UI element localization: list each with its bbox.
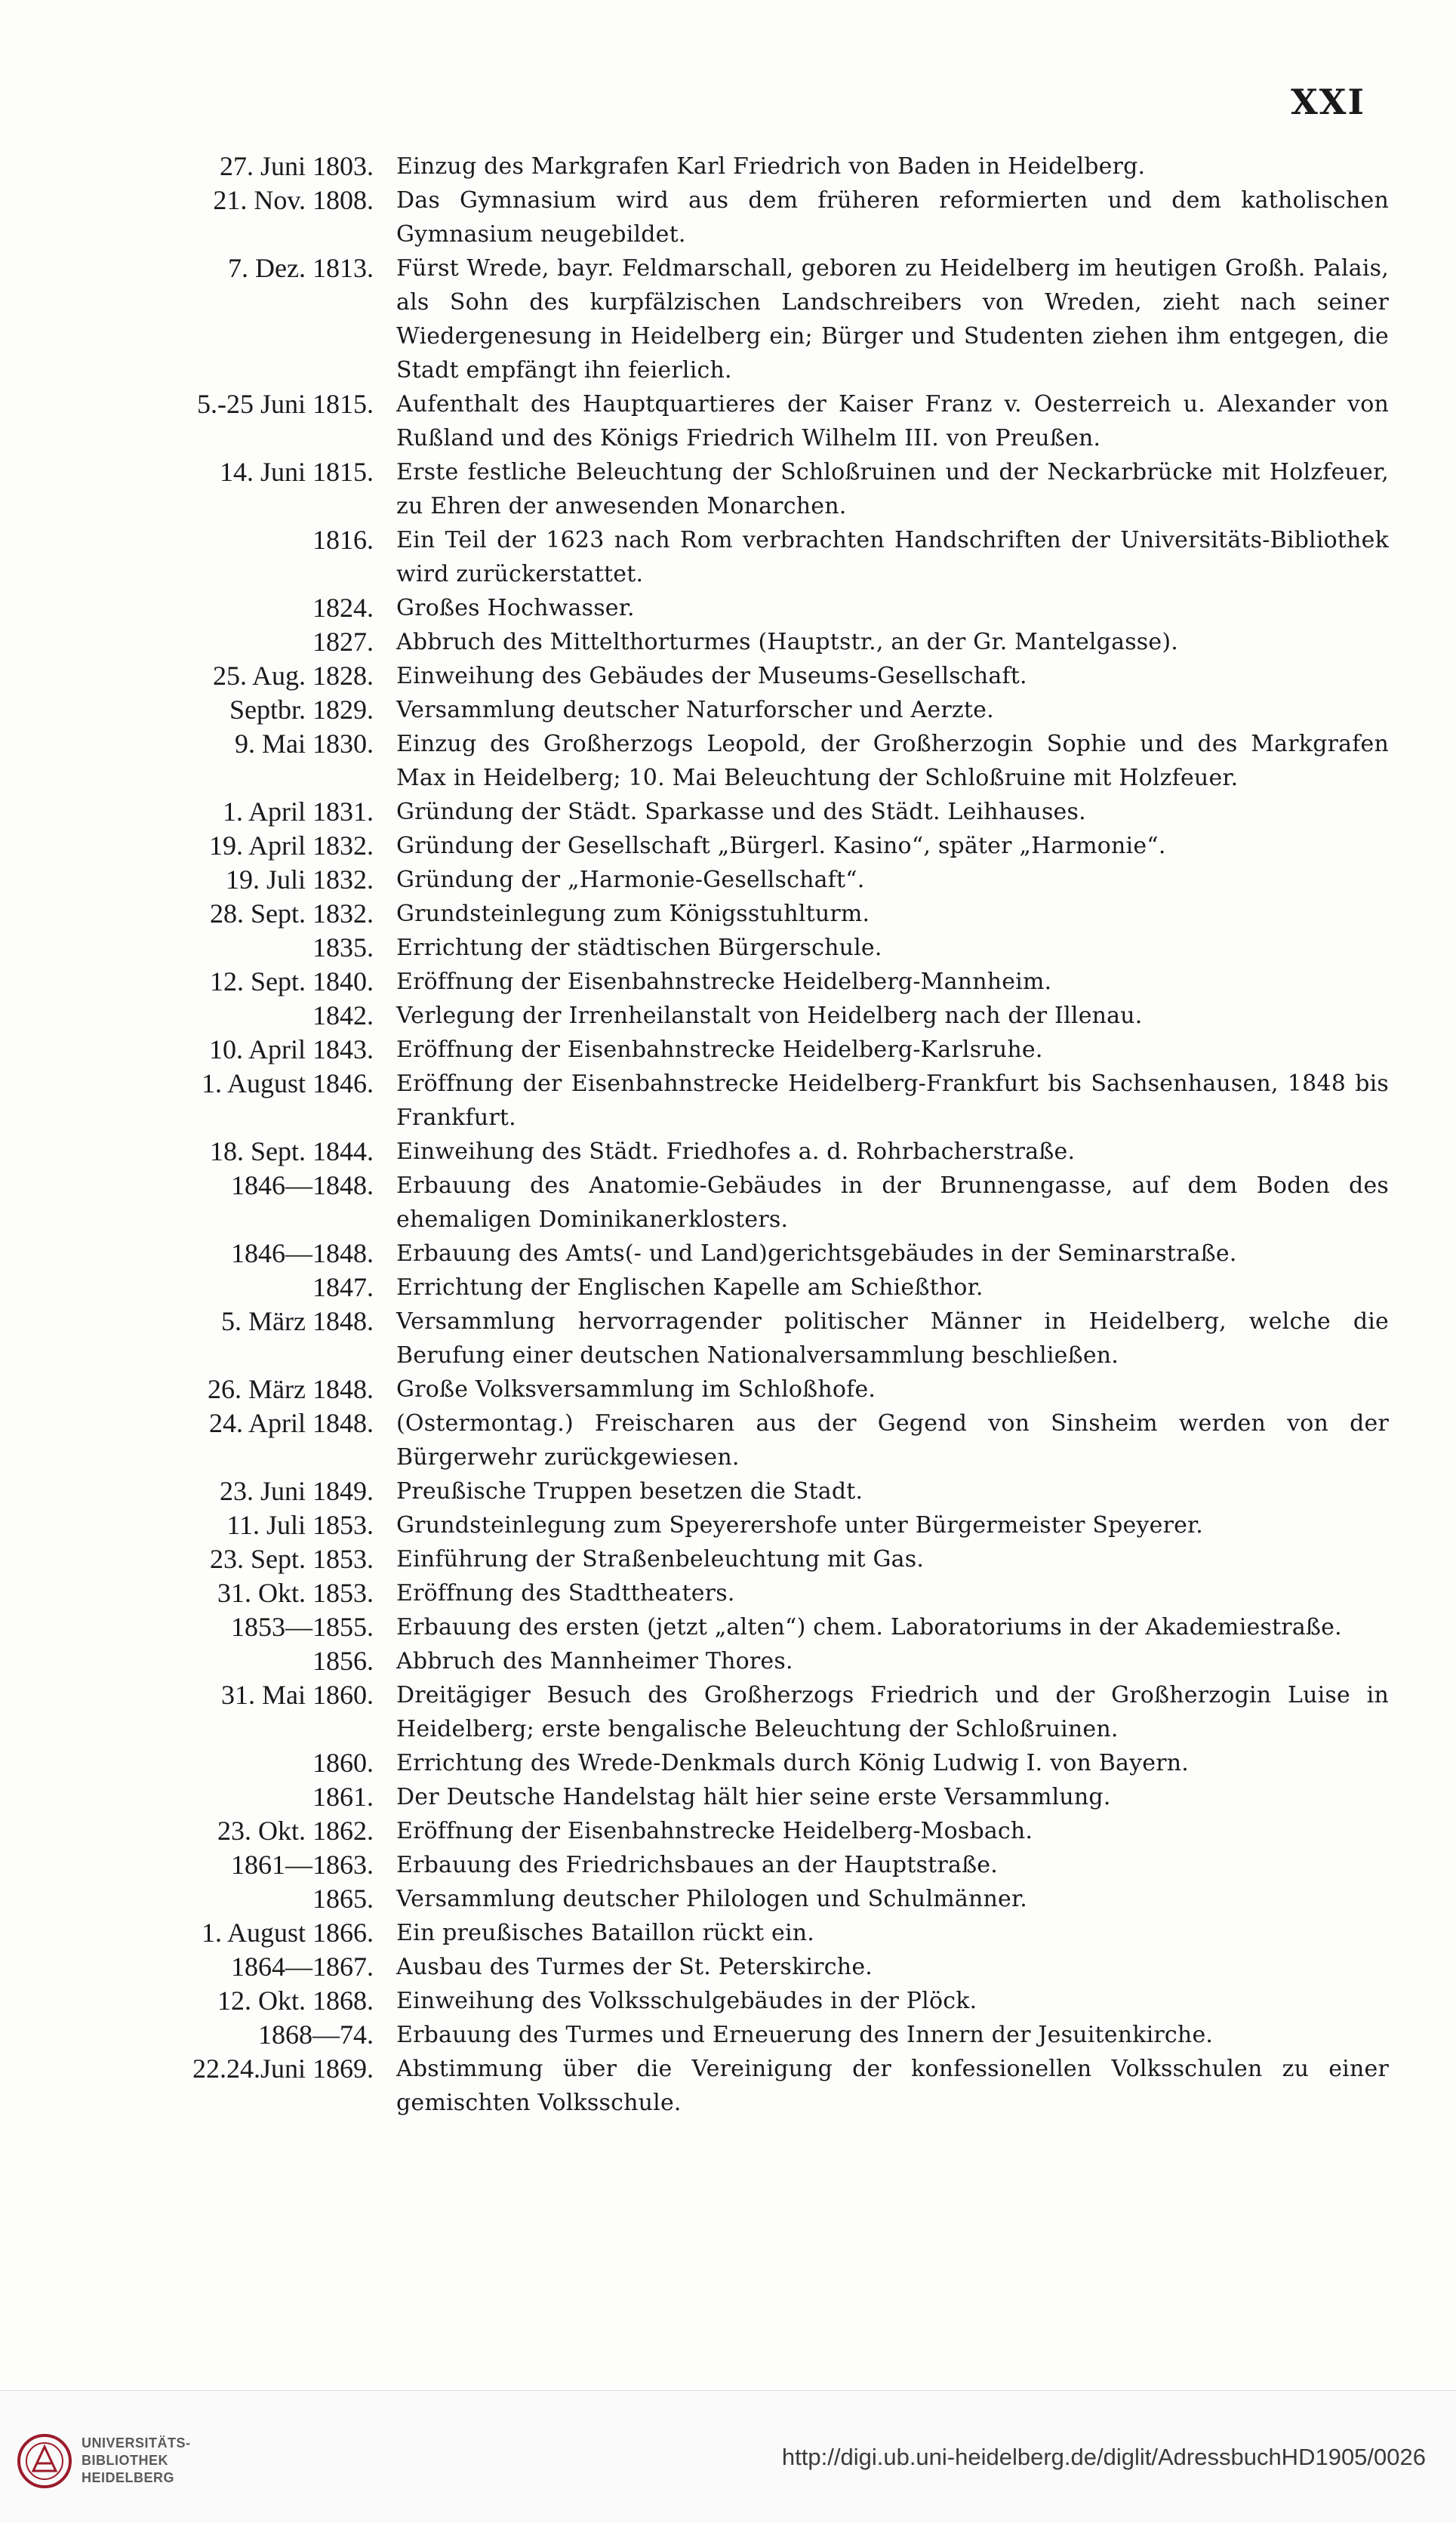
entry-date: 22.24.Juni 1869. [192, 2053, 374, 2084]
chronology-entry [113, 1950, 1389, 1984]
chronology-entry [113, 1237, 1389, 1271]
entry-text: Eröffnung der Eisenbahnstrecke Heidelberg-Mosbach. [396, 1818, 1033, 1844]
entry-date: 1. August 1846. [201, 1068, 374, 1098]
entry-text: Versammlung deutscher Naturforscher und Aerzte. [396, 697, 994, 723]
entry-text: Erbauung des Turmes und Erneuerung des Innern der Jesuitenkirche. [396, 2022, 1214, 2048]
chronology-entry [113, 625, 1389, 659]
entry-date: 9. Mai 1830. [235, 729, 374, 759]
chronology-list [113, 149, 1389, 2120]
entry-text: Einführung der Straßenbeleuchtung mit Gas. [396, 1546, 925, 1573]
entry-date: 1824. [312, 593, 374, 623]
entry-date: 7. Dez. 1813. [228, 253, 374, 283]
chronology-entry [113, 999, 1389, 1033]
entry-text: Errichtung der Englischen Kapelle am Schießthor. [396, 1274, 983, 1301]
chronology-entry [113, 1033, 1389, 1067]
entry-date: 10. April 1843. [208, 1034, 374, 1064]
entry-date: 5. März 1848. [221, 1306, 374, 1336]
chronology-entry [113, 1135, 1389, 1169]
entry-date: 1827. [312, 627, 374, 657]
entry-text: Gründung der Städt. Sparkasse und des Städt. Leihhauses. [396, 799, 1086, 825]
entry-text: Eröffnung der Eisenbahnstrecke Heidelberg-Frankfurt bis Sachsenhausen, 1848 bis Frankfurt. [396, 1071, 1389, 1131]
entry-date: 1847. [312, 1272, 374, 1302]
chronology-entry [113, 1610, 1389, 1644]
source-url-link[interactable]: http://digi.ub.uni-heidelberg.de/diglit/AdressbuchHD1905/0026 [781, 2444, 1426, 2470]
entry-date: 5.-25 Juni 1815. [197, 389, 374, 419]
entry-date: 23. Okt. 1862. [217, 1816, 374, 1846]
chronology-entry [113, 897, 1389, 931]
chronology-entry [113, 1372, 1389, 1406]
chronology-entry [113, 2052, 1389, 2120]
entry-date: 23. Sept. 1853. [209, 1544, 374, 1574]
entry-text: Einzug des Großherzogs Leopold, der Großherzogin Sophie und des Markgrafen Max in Heidelberg; 10. Mai Beleuchtung der Schloßruine mit Holzfeuer. [396, 731, 1389, 791]
entry-text: Einweihung des Volksschulgebäudes in der Plöck. [396, 1988, 977, 2014]
entry-text: Eröffnung der Eisenbahnstrecke Heidelberg-Karlsruhe. [396, 1037, 1043, 1063]
entry-text: Preußische Truppen besetzen die Stadt. [396, 1478, 863, 1505]
entry-text: Der Deutsche Handelstag hält hier seine erste Versammlung. [396, 1784, 1111, 1810]
entry-text: Verlegung der Irrenheilanstalt von Heidelberg nach der Illenau. [396, 1003, 1143, 1029]
entry-text: (Ostermontag.) Freischaren aus der Gegend von Sinsheim werden von der Bürgerwehr zurückgewiesen. [396, 1410, 1389, 1471]
chronology-entry [113, 693, 1389, 727]
entry-text: Grundsteinlegung zum Königsstuhlturm. [396, 901, 870, 927]
entry-date: 1868—74. [258, 2019, 374, 2050]
chronology-entry [113, 1814, 1389, 1848]
entry-text: Aufenthalt des Hauptquartieres der Kaiser Franz v. Oesterreich u. Alexander von Rußland und des Königs Friedrich Wilhelm III. von Preußen. [396, 391, 1389, 451]
entry-text: Einweihung des Städt. Friedhofes a. d. Rohrbacherstraße. [396, 1138, 1076, 1165]
entry-text: Dreitägiger Besuch des Großherzogs Friedrich und der Großherzogin Luise in Heidelberg; erste bengalische Beleuchtung der Schloßruinen. [396, 1682, 1389, 1742]
entry-text: Erbauung des ersten (jetzt „alten“) chem. Laboratoriums in der Akademiestraße. [396, 1614, 1342, 1640]
entry-text: Abbruch des Mittelthorturmes (Hauptstr., an der Gr. Mantelgasse). [396, 629, 1178, 655]
chronology-entry [113, 1067, 1389, 1135]
entry-date: 1861. [312, 1782, 374, 1812]
entry-date: 26. März 1848. [208, 1374, 374, 1404]
entry-text: Einzug des Markgrafen Karl Friedrich von Baden in Heidelberg. [396, 153, 1146, 180]
entry-text: Erbauung des Anatomie-Gebäudes in der Brunnengasse, auf dem Boden des ehemaligen Dominikanerklosters. [396, 1172, 1389, 1233]
entry-date: 28. Sept. 1832. [209, 898, 374, 929]
chronology-entry [113, 523, 1389, 591]
entry-text: Eröffnung des Stadttheaters. [396, 1580, 735, 1607]
institution-line: BIBLIOTHEK [82, 2453, 168, 2468]
entry-date: 18. Sept. 1844. [209, 1136, 374, 1166]
chronology-entry [113, 965, 1389, 999]
chronology-entry [113, 1508, 1389, 1542]
entry-text: Ein preußisches Bataillon rückt ein. [396, 1920, 815, 1946]
entry-date: 12. Okt. 1868. [217, 1985, 374, 2016]
entry-text: Grundsteinlegung zum Speyerershofe unter Bürgermeister Speyerer. [396, 1512, 1204, 1539]
entry-date: 1835. [312, 932, 374, 963]
chronology-entry [113, 863, 1389, 897]
entry-text: Gründung der „Harmonie-Gesellschaft“. [396, 867, 865, 893]
entry-text: Fürst Wrede, bayr. Feldmarschall, geboren zu Heidelberg im heutigen Großh. Palais, als Sohn des kurpfälzischen Landschreibers von Wreden, zieht nach seiner Wiedergenesung in Heidelberg ein; Bürger und Studenten ziehen ihm entgegen, die Stadt empfängt ihn feierlich. [396, 255, 1389, 384]
chronology-entry [113, 455, 1389, 523]
entry-text: Erbauung des Amts(- und Land)gerichtsgebäudes in der Seminarstraße. [396, 1240, 1237, 1267]
entry-text: Versammlung deutscher Philologen und Schulmänner. [396, 1886, 1027, 1912]
entry-text: Ausbau des Turmes der St. Peterskirche. [396, 1954, 873, 1980]
entry-text: Abstimmung über die Vereinigung der konfessionellen Volksschulen zu einer gemischten Volksschule. [396, 2056, 1389, 2116]
entry-text: Eröffnung der Eisenbahnstrecke Heidelberg-Mannheim. [396, 969, 1052, 995]
page-number: XXI [1291, 82, 1365, 122]
entry-date: 1846—1848. [231, 1170, 374, 1200]
entry-text: Errichtung des Wrede-Denkmals durch König Ludwig I. von Bayern. [396, 1750, 1190, 1776]
chronology-entry [113, 1848, 1389, 1882]
chronology-entry [113, 149, 1389, 183]
chronology-entry [113, 931, 1389, 965]
chronology-entry [113, 2018, 1389, 2052]
chronology-entry [113, 1916, 1389, 1950]
entry-date: 19. April 1832. [208, 830, 374, 861]
chronology-entry [113, 183, 1389, 251]
university-seal-icon [17, 2433, 72, 2489]
chronology-entry [113, 1305, 1389, 1372]
institution-line: UNIVERSITÄTS- [82, 2435, 191, 2451]
institution-line: HEIDELBERG [82, 2470, 175, 2485]
chronology-entry [113, 591, 1389, 625]
entry-date: 1860. [312, 1748, 374, 1778]
entry-text: Abbruch des Mannheimer Thores. [396, 1648, 793, 1674]
chronology-entry [113, 1746, 1389, 1780]
entry-date: 1865. [312, 1884, 374, 1914]
entry-date: 1853—1855. [231, 1612, 374, 1642]
entry-date: 23. Juni 1849. [219, 1476, 374, 1506]
entry-date: 25. Aug. 1828. [212, 661, 374, 691]
chronology-entry [113, 1474, 1389, 1508]
entry-text: Einweihung des Gebäudes der Museums-Gesellschaft. [396, 663, 1027, 689]
chronology-entry [113, 795, 1389, 829]
entry-date: 14. Juni 1815. [219, 457, 374, 487]
entry-date: 1861—1863. [231, 1850, 374, 1880]
entry-date: Septbr. 1829. [229, 695, 374, 725]
entry-date: 21. Nov. 1808. [213, 185, 374, 215]
entry-text: Errichtung der städtischen Bürgerschule. [396, 935, 882, 961]
entry-text: Große Volksversammlung im Schloßhofe. [396, 1376, 876, 1403]
chronology-entry [113, 829, 1389, 863]
entry-date: 31. Mai 1860. [221, 1680, 374, 1710]
chronology-entry [113, 1169, 1389, 1237]
chronology-entry [113, 251, 1389, 387]
chronology-entry [113, 1542, 1389, 1576]
entry-date: 19. Juli 1832. [225, 864, 374, 895]
entry-date: 31. Okt. 1853. [217, 1578, 374, 1608]
chronology-entry [113, 1984, 1389, 2018]
entry-text: Versammlung hervorragender politischer Männer in Heidelberg, welche die Berufung einer deutschen Nationalversammlung beschließen. [396, 1308, 1389, 1369]
chronology-entry [113, 1780, 1389, 1814]
chronology-entry [113, 1406, 1389, 1474]
entry-text: Gründung der Gesellschaft „Bürgerl. Kasino“, später „Harmonie“. [396, 833, 1166, 859]
entry-date: 1846—1848. [231, 1238, 374, 1268]
chronology-entry [113, 387, 1389, 455]
chronology-entry [113, 1271, 1389, 1305]
entry-text: Ein Teil der 1623 nach Rom verbrachten Handschriften der Universitäts-Bibliothek wird zurückerstattet. [396, 527, 1389, 587]
entry-date: 1. April 1831. [222, 796, 374, 827]
chronology-entry [113, 1644, 1389, 1678]
entry-text: Erste festliche Beleuchtung der Schloßruinen und der Neckarbrücke mit Holzfeuer, zu Ehren der anwesenden Monarchen. [396, 459, 1389, 519]
entry-date: 1842. [312, 1000, 374, 1030]
entry-date: 1816. [312, 525, 374, 555]
institution-name [82, 2435, 191, 2487]
entry-text: Erbauung des Friedrichsbaues an der Hauptstraße. [396, 1852, 998, 1878]
entry-date: 12. Sept. 1840. [209, 966, 374, 997]
entry-date: 24. April 1848. [208, 1408, 374, 1438]
chronology-entry [113, 1882, 1389, 1916]
chronology-entry [113, 1678, 1389, 1746]
entry-text: Großes Hochwasser. [396, 595, 635, 621]
chronology-entry [113, 1576, 1389, 1610]
entry-text: Das Gymnasium wird aus dem früheren reformierten und dem katholischen Gymnasium neugebildet. [396, 187, 1389, 248]
chronology-entry [113, 727, 1389, 795]
entry-date: 11. Juli 1853. [226, 1510, 374, 1540]
footer-bar [0, 2390, 1456, 2523]
entry-date: 27. Juni 1803. [219, 151, 374, 181]
entry-date: 1864—1867. [231, 1952, 374, 1982]
entry-date: 1856. [312, 1646, 374, 1676]
chronology-entry [113, 659, 1389, 693]
entry-date: 1. August 1866. [201, 1918, 374, 1948]
